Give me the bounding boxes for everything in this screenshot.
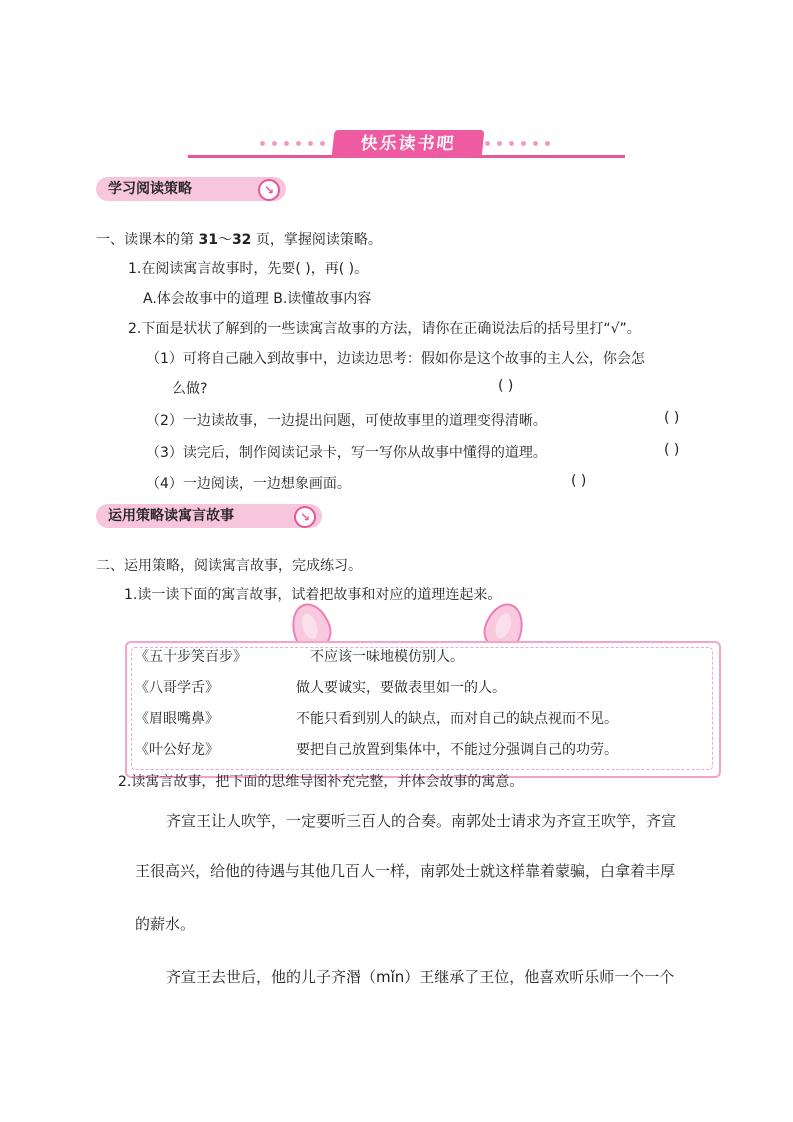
q1-sep: ～ [217,232,232,248]
answer-bracket-4[interactable]: ( ) [571,473,587,489]
header-dots-left [260,141,325,149]
arrow-circle-icon: ↘ [294,506,316,528]
passage-line: 的薪水。 [135,915,196,933]
q1-page-start: 31 [198,232,218,248]
story-title[interactable]: 《八哥学舌》 [135,680,219,696]
moral-text[interactable]: 做人要诚实，要做表里如一的人。 [296,680,506,696]
sub-item-3: （3）读完后，制作阅读记录卡，写一写你从故事中懂得的道理。 [146,445,547,461]
section-tag-label: 运用策略读寓言故事 [108,508,234,524]
story-title[interactable]: 《眉眼嘴鼻》 [135,711,219,727]
passage-line: 王很高兴，给他的待遇与其他几百人一样，南郭处士就这样靠着蒙骗，白拿着丰厚 [135,862,676,880]
sub-item-1-line-2: 么做? [172,381,208,397]
answer-bracket-3[interactable]: ( ) [664,442,680,458]
question-2-item-1: 1.读一读下面的寓言故事，试着把故事和对应的道理连起来。 [124,587,502,603]
question-1-item-1-options: A.体会故事中的道理 B.读懂故事内容 [143,291,372,307]
section-tag-apply [96,504,322,528]
sub-item-1-line-1: （1）可将自己融入到故事中，边读边思考：假如你是这个故事的主人公，你会怎 [146,351,645,367]
passage-line: 齐宣王让人吹竽，一定要听三百人的合奏。南郭处士请求为齐宣王吹竽，齐宣 [166,812,677,830]
section-tag-label: 学习阅读策略 [108,181,192,197]
question-1-item-2: 2.下面是状状了解到的一些读寓言故事的方法，请你在正确说法后的括号里打“√”。 [128,321,641,337]
answer-bracket-1[interactable]: ( ) [498,378,514,394]
arrow-circle-icon: ↘ [258,179,280,201]
sub-item-4: （4）一边阅读，一边想象画面。 [146,476,351,492]
story-title[interactable]: 《叶公好龙》 [135,742,219,758]
story-title[interactable]: 《五十步笑百步》 [135,649,247,665]
question-2: 二、运用策略，阅读寓言故事，完成练习。 [96,558,362,574]
q1-suffix: 页，掌握阅读策略。 [251,232,382,248]
moral-text[interactable]: 不能只看到别人的缺点，而对自己的缺点视而不见。 [296,711,618,727]
header-dots-right [485,141,550,149]
q1-page-end: 32 [231,232,252,248]
moral-text[interactable]: 要把自己放置到集体中，不能过分强调自己的功劳。 [296,742,618,758]
q1-prefix: 一、读课本的第 [96,232,199,248]
passage-line: 齐宣王去世后，他的儿子齐湣（mǐn）王继承了王位，他喜欢听乐师一个一个 [166,968,675,986]
page-title: 快乐读书吧 [332,130,485,158]
question-1-item-1: 1.在阅读寓言故事时，先要( )，再( )。 [128,261,369,277]
question-1 [96,229,382,249]
moral-text[interactable]: 不应该一味地模仿别人。 [310,649,464,665]
sub-item-2: （2）一边读故事，一边提出问题，可使故事里的道理变得清晰。 [146,413,547,429]
question-2-item-2: 2.读寓言故事，把下面的思维导图补充完整，并体会故事的寓意。 [118,774,524,790]
answer-bracket-2[interactable]: ( ) [664,410,680,426]
